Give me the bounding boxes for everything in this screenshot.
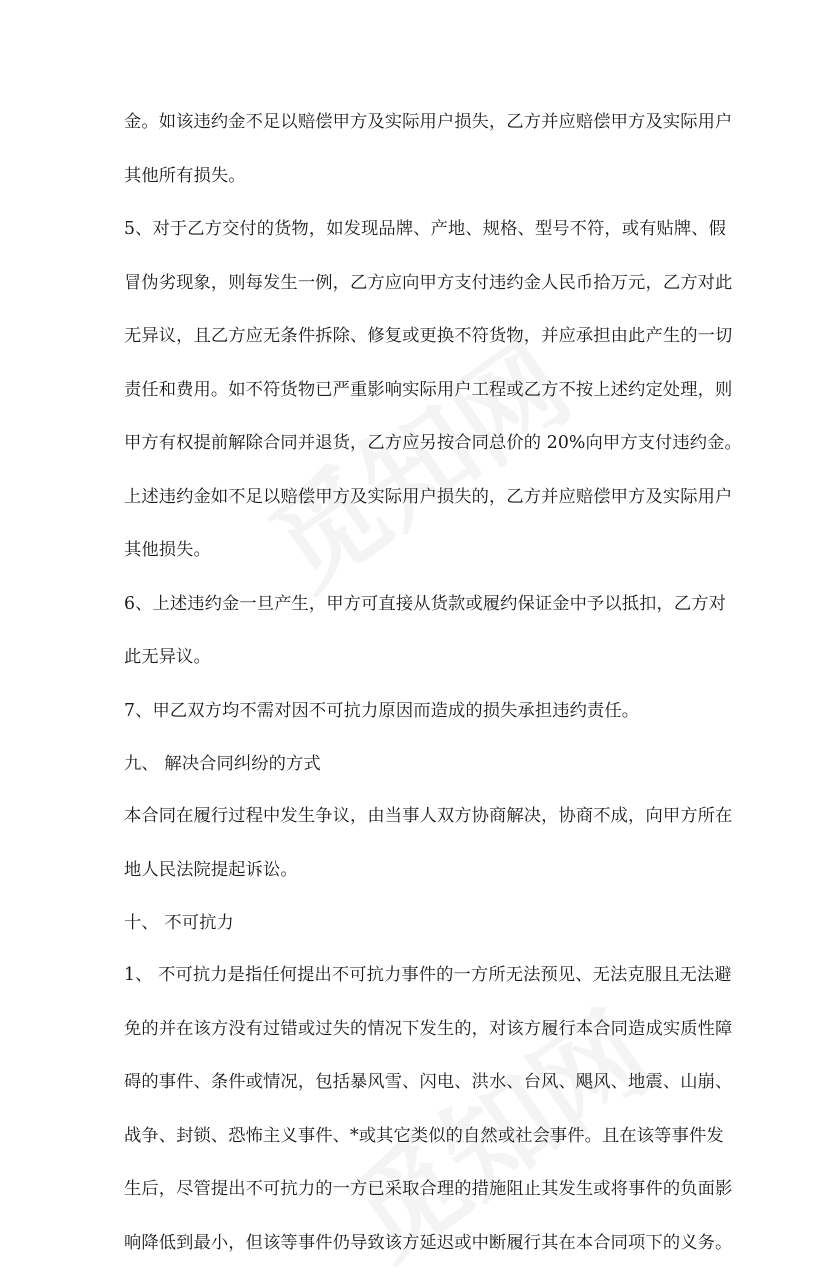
paragraph-line: 其他损失。 [124, 540, 211, 560]
paragraph-line: 冒伪劣现象，则每发生一例，乙方应向甲方支付违约金人民币拾万元，乙方对此 [124, 272, 733, 293]
paragraph-line: 本合同在履行过程中发生争议，由当事人双方协商解决，协商不成，向甲方所在 [124, 806, 733, 826]
section-heading: 十、 不可抗力 [124, 913, 234, 933]
paragraph-line: 此无异议。 [124, 647, 211, 667]
paragraph-line: 上述违约金如不足以赔偿甲方及实际用户损失的，乙方并应赔偿甲方及实际用户 [124, 486, 733, 507]
paragraph-line: 1、 不可抗力是指任何提出不可抗力事件的一方所无法预见、无法克服且无法避 [124, 965, 732, 985]
paragraph-line: 6、上述违约金一旦产生，甲方可直接从货款或履约保证金中予以抵扣，乙方对 [124, 593, 727, 614]
paragraph-line: 5、对于乙方交付的货物，如发现品牌、产地、规格、型号不符，或有贴牌、假 [124, 219, 727, 239]
paragraph-line: 其他所有损失。 [124, 165, 246, 186]
paragraph-line: 甲方有权提前解除合同并退货，乙方应另按合同总价的 20%向甲方支付违约金。 [124, 433, 742, 453]
paragraph-line: 责任和费用。如不符货物已严重影响实际用户工程或乙方不按上述约定处理，则 [124, 379, 733, 400]
paragraph-line: 响降低到最小，但该等事件仍导致该方延迟或中断履行其在本合同项下的义务。 [124, 1232, 733, 1253]
document-body [124, 96, 742, 1270]
section-heading: 九、 解决合同纠纷的方式 [124, 754, 321, 774]
paragraph-line: 碍的事件、条件或情况，包括暴风雪、闪电、洪水、台风、飓风、地震、山崩、 [124, 1072, 733, 1092]
paragraph-line: 无异议，且乙方应无条件拆除、修复或更换不符货物，并应承担由此产生的一切 [124, 326, 733, 346]
paragraph-line: 金。如该违约金不足以赔偿甲方及实际用户损失，乙方并应赔偿甲方及实际用户 [124, 112, 733, 132]
paragraph-line: 7、甲乙双方均不需对因不可抗力原因而造成的损失承担违约责任。 [124, 700, 640, 721]
paragraph-line: 地人民法院提起诉讼。 [124, 859, 298, 880]
paragraph-line: 战争、封锁、恐怖主义事件、*或其它类似的自然或社会事件。且在该等事件发 [124, 1125, 724, 1146]
paragraph-line: 生后，尽管提出不可抗力的一方已采取合理的措施阻止其发生或将事件的负面影 [124, 1179, 733, 1199]
paragraph-line: 免的并在该方没有过错或过失的情况下发生的，对该方履行本合同造成实质性障 [124, 1018, 733, 1039]
